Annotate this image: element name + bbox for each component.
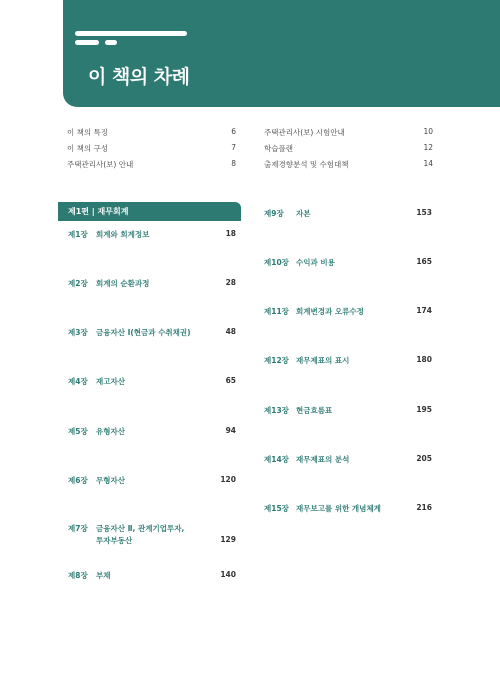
chapter-item[interactable] [68, 327, 236, 341]
intro-item-page: 14 [423, 159, 433, 168]
chapter-item[interactable] [68, 229, 236, 243]
intro-item-label: 주택관리사(보) 안내 [67, 160, 134, 169]
header-banner [63, 0, 500, 107]
chapter-page: 18 [225, 229, 236, 238]
chapter-page: 28 [225, 278, 236, 287]
chapter-number: 제15장 [264, 504, 289, 513]
chapter-item[interactable] [68, 523, 236, 549]
intro-item[interactable] [67, 159, 236, 171]
chapter-number: 제3장 [68, 328, 88, 337]
chapter-page: 180 [416, 355, 432, 364]
chapter-item[interactable] [264, 208, 432, 222]
chapter-page: 195 [416, 405, 432, 414]
chapter-number: 제11장 [264, 307, 289, 316]
intro-item-page: 10 [423, 127, 433, 136]
intro-item[interactable] [264, 159, 433, 171]
chapter-page: 205 [416, 454, 432, 463]
chapter-item[interactable] [264, 454, 432, 468]
chapter-title-line2: 투자부동산 [96, 536, 133, 545]
chapter-title: 금융자산 Ⅱ, 관계기업투자, [96, 524, 185, 533]
chapter-number: 제2장 [68, 279, 88, 288]
chapter-title: 현금흐름표 [296, 406, 333, 415]
chapter-number: 제14장 [264, 455, 289, 464]
intro-item[interactable] [67, 143, 236, 155]
chapter-page: 94 [225, 426, 236, 435]
chapter-title: 재고자산 [96, 377, 125, 386]
chapter-page: 165 [416, 257, 432, 266]
chapter-page: 48 [225, 327, 236, 336]
intro-item-label: 주택관리사(보) 시험안내 [264, 128, 345, 137]
chapter-number: 제9장 [264, 209, 284, 218]
chapter-item[interactable] [68, 278, 236, 292]
part-header-label: 제1편 | 재무회계 [68, 207, 129, 216]
intro-item-label: 출제경향분석 및 수험대책 [264, 160, 349, 169]
intro-item-label: 이 책의 구성 [67, 144, 108, 153]
chapter-number: 제6장 [68, 476, 88, 485]
intro-item[interactable] [264, 127, 433, 139]
chapter-page: 140 [220, 570, 236, 579]
decorative-bar [75, 40, 99, 45]
chapter-title: 재무보고를 위한 개념체계 [296, 504, 381, 513]
chapter-number: 제1장 [68, 230, 88, 239]
chapter-item[interactable] [264, 405, 432, 419]
part-header [58, 202, 241, 221]
chapter-number: 제13장 [264, 406, 289, 415]
intro-item-page: 7 [231, 143, 236, 152]
chapter-number: 제4장 [68, 377, 88, 386]
page-title: 이 책의 차례 [88, 66, 190, 88]
chapter-title: 유형자산 [96, 427, 125, 436]
chapter-item[interactable] [68, 376, 236, 390]
chapter-title: 금융자산 Ⅰ(현금과 수취채권) [96, 328, 191, 337]
chapter-title: 회계와 회계정보 [96, 230, 150, 239]
chapter-page: 216 [416, 503, 432, 512]
chapter-item[interactable] [264, 306, 432, 320]
chapter-title: 회계의 순환과정 [96, 279, 150, 288]
chapter-title: 무형자산 [96, 476, 125, 485]
chapter-item[interactable] [68, 475, 236, 489]
chapter-number: 제5장 [68, 427, 88, 436]
chapter-title: 회계변경과 오류수정 [296, 307, 364, 316]
chapter-item[interactable] [264, 503, 432, 517]
chapter-title: 수익과 비용 [296, 258, 335, 267]
chapter-page: 174 [416, 306, 432, 315]
intro-item-page: 8 [231, 159, 236, 168]
intro-item[interactable] [264, 143, 433, 155]
chapter-title: 부채 [96, 571, 111, 580]
chapter-number: 제10장 [264, 258, 289, 267]
chapter-title: 재무제표의 분석 [296, 455, 350, 464]
intro-item[interactable] [67, 127, 236, 139]
intro-item-label: 학습플랜 [264, 144, 293, 153]
chapter-title: 재무제표의 표시 [296, 356, 350, 365]
chapter-page: 129 [220, 535, 236, 544]
chapter-item[interactable] [68, 426, 236, 440]
intro-item-label: 이 책의 특징 [67, 128, 108, 137]
intro-item-page: 12 [423, 143, 433, 152]
chapter-item[interactable] [264, 257, 432, 271]
chapter-item[interactable] [264, 355, 432, 369]
chapter-title: 자본 [296, 209, 311, 218]
chapter-number: 제7장 [68, 524, 88, 533]
intro-item-page: 6 [231, 127, 236, 136]
decorative-bar [105, 40, 117, 45]
decorative-bar [75, 31, 187, 36]
chapter-page: 65 [225, 376, 236, 385]
chapter-page: 120 [220, 475, 236, 484]
chapter-number: 제12장 [264, 356, 289, 365]
chapter-number: 제8장 [68, 571, 88, 580]
chapter-item[interactable] [68, 570, 236, 584]
chapter-page: 153 [416, 208, 432, 217]
